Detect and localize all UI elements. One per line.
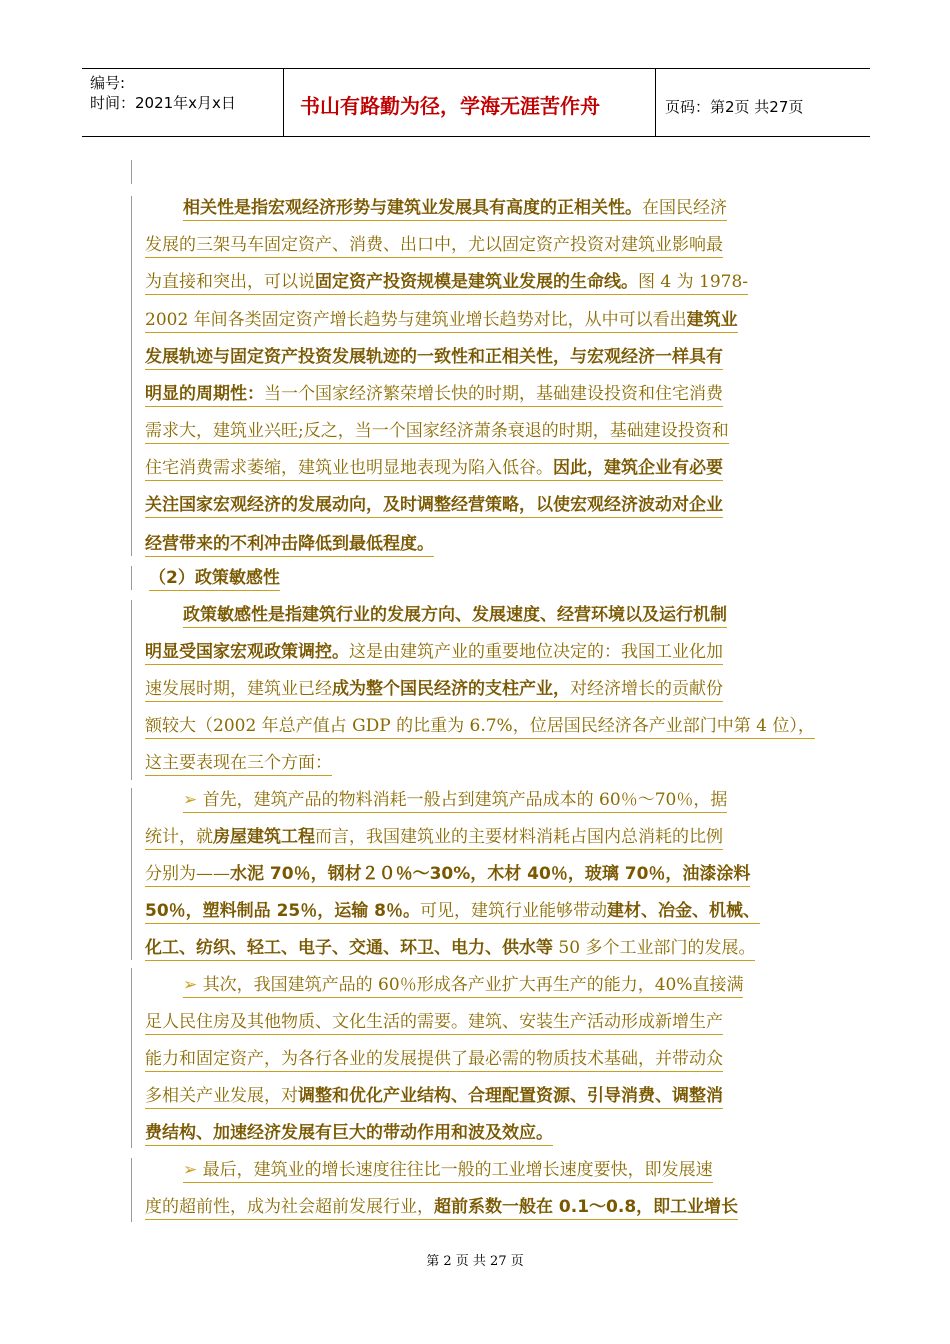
body-line — [145, 641, 723, 665]
emphasis-text: 超前系数一般在 0.1～0.8，即工业增长 — [434, 1197, 739, 1217]
body-line — [145, 234, 723, 258]
emphasis-text: 50％，塑料制品 25％，运输 8％。 — [145, 901, 420, 921]
body-line — [145, 383, 723, 407]
body-text-segment: 能力和固定资产，为各行各业的发展提供了最必需的物质技术基础，并带动众 — [145, 1049, 723, 1069]
bullet-icon: ➢ — [183, 975, 198, 995]
emphasis-text: 调整和优化产业结构、合理配置资源、引导消费、调整消 — [298, 1086, 723, 1106]
emphasis-text: 固定资产投资规模是建筑业发展的生命线。 — [315, 272, 638, 292]
body-text-segment: 当一个国家经济繁荣增长快的时期，基础建设投资和住宅消费 — [264, 384, 723, 404]
body-line — [145, 937, 755, 961]
body-line — [145, 1196, 738, 1220]
body-line — [145, 715, 815, 739]
body-line — [145, 678, 723, 702]
body-text-segment: 其次，我国建筑产品的 60％形成各产业扩大再生产的能力，40%直接满 — [197, 975, 744, 995]
body-line — [145, 346, 723, 370]
header-motto: 书山有路勤为径，学海无涯苦作舟 — [300, 94, 600, 118]
body-text-segment: 在国民经济 — [642, 198, 727, 218]
emphasis-text: 房屋建筑工程 — [213, 827, 315, 847]
body-text-segment: 2002 年间各类固定资产增长趋势与建筑业增长趋势对比，从中可以看出 — [145, 310, 687, 330]
body-line — [183, 1159, 713, 1183]
body-line — [145, 1085, 723, 1109]
margin-mark — [131, 1158, 132, 1222]
body-text-segment: 住宅消费需求萎缩，建筑业也明显地表现为陷入低谷。 — [145, 458, 553, 478]
emphasis-text: 因此，建筑企业有必要 — [553, 458, 723, 478]
body-text-segment: 可见，建筑行业能够带动 — [419, 901, 607, 921]
body-text-segment: 对经济增长的贡献份 — [570, 679, 723, 699]
emphasis-text: 明显受国家宏观政策调控。 — [145, 642, 349, 662]
body-line — [145, 494, 723, 518]
body-text-segment: 而言，我国建筑业的主要材料消耗占国内总消耗的比例 — [315, 827, 723, 847]
body-text-segment: 统计，就 — [145, 827, 213, 847]
body-line — [145, 900, 760, 924]
emphasis-text: 建材、冶金、机械、 — [606, 901, 760, 921]
body-line — [145, 826, 723, 850]
header-top-rule — [82, 68, 870, 69]
body-line — [145, 457, 723, 481]
emphasis-text: （2）政策敏感性 — [149, 568, 280, 588]
body-line — [145, 1011, 723, 1035]
emphasis-text: 经营带来的不利冲击降低到最低程度。 — [145, 534, 434, 554]
body-line — [183, 197, 727, 221]
body-line — [145, 309, 738, 333]
emphasis-text: 水泥 70％，钢材２０％～30%，木材 40％，玻璃 70％，油漆涂料 — [230, 864, 751, 884]
body-text-segment: 最后，建筑业的增长速度往往比一般的工业增长速度要快，即发展速 — [197, 1160, 713, 1180]
body-line — [145, 420, 729, 444]
body-text-segment: 多相关产业发展，对 — [145, 1086, 298, 1106]
header-divider-right — [655, 68, 656, 136]
emphasis-text: 政策敏感性是指建筑行业的发展方向、发展速度、经营环境以及运行机制 — [183, 605, 727, 625]
body-text-segment: 50 多个工业部门的发展。 — [553, 938, 756, 958]
emphasis-text: 关注国家宏观经济的发展动向，及时调整经营策略，以使宏观经济波动对企业 — [145, 495, 723, 515]
header-code: 编号: — [90, 74, 126, 92]
margin-mark — [131, 968, 132, 1148]
body-line — [145, 533, 434, 557]
body-line — [183, 974, 743, 998]
body-text-segment: 发展的三架马车固定资产、消费、出口中，尤以固定资产投资对建筑业影响最 — [145, 235, 723, 255]
body-text-segment: 速发展时期，建筑业已经 — [145, 679, 332, 699]
body-text-segment: 图 4 为 1978- — [638, 272, 749, 292]
emphasis-text: 成为整个国民经济的支柱产业， — [332, 679, 570, 699]
bullet-icon: ➢ — [183, 790, 198, 810]
body-line — [183, 789, 727, 813]
bullet-icon: ➢ — [183, 1160, 198, 1180]
header-page-info: 页码：第2页 共27页 — [665, 98, 804, 116]
body-line — [183, 604, 727, 628]
margin-mark — [131, 600, 132, 780]
body-text-segment: 这主要表现在三个方面： — [145, 753, 332, 773]
header-date: 时间：2021年x月x日 — [90, 94, 236, 112]
body-text-segment: 分别为—— — [145, 864, 230, 884]
margin-mark — [131, 160, 132, 184]
emphasis-text: 建筑业 — [686, 310, 738, 330]
margin-mark — [131, 566, 132, 590]
body-text-segment: 首先，建筑产品的物料消耗一般占到建筑产品成本的 60％～70％，据 — [197, 790, 728, 810]
body-text-segment: 度的超前性，成为社会超前发展行业， — [145, 1197, 434, 1217]
emphasis-text: 费结构、加速经济发展有巨大的带动作用和波及效应。 — [145, 1123, 553, 1143]
emphasis-text: 明显的周期性： — [145, 384, 264, 404]
body-line — [145, 1122, 553, 1146]
body-text-segment: 足人民住房及其他物质、文化生活的需要。建筑、安装生产活动形成新增生产 — [145, 1012, 723, 1032]
emphasis-text: 发展轨迹与固定资产投资发展轨迹的一致性和正相关性，与宏观经济一样具有 — [145, 347, 723, 367]
margin-mark — [131, 788, 132, 960]
emphasis-text: 化工、纺织、轻工、电子、交通、环卫、电力、供水等 — [145, 938, 553, 958]
body-text-segment: 为直接和突出，可以说 — [145, 272, 315, 292]
body-line — [145, 271, 748, 295]
body-line — [145, 752, 332, 776]
body-text-segment: 这是由建筑产业的重要地位决定的：我国工业化加 — [349, 642, 723, 662]
body-text-segment: 需求大，建筑业兴旺;反之，当一个国家经济萧条衰退的时期，基础建设投资和 — [145, 421, 729, 441]
page-footer: 第 2 页 共 27 页 — [426, 1254, 524, 1269]
header-bottom-rule — [82, 136, 870, 137]
margin-mark — [131, 196, 132, 556]
body-line — [149, 567, 280, 591]
body-line — [145, 863, 750, 887]
body-line — [145, 1048, 723, 1072]
body-text-segment: 额较大（2002 年总产值占 GDP 的比重为 6.7%，位居国民经济各产业部门中第 4 位）， — [145, 716, 815, 736]
header-divider-left — [283, 68, 284, 136]
emphasis-text: 相关性是指宏观经济形势与建筑业发展具有高度的正相关性。 — [183, 198, 642, 218]
